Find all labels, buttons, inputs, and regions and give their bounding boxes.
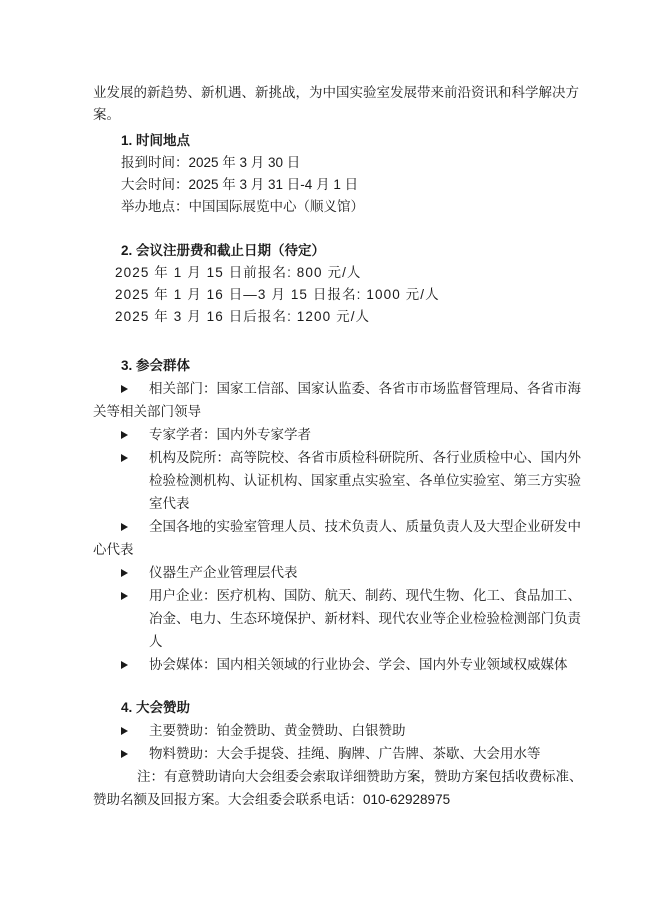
arrow-bullet-icon [121,377,149,400]
section-2-heading: 2. 会议注册费和截止日期（待定） [121,243,326,258]
bullet-item-experts [93,423,583,446]
fee-line-early: 2025 年 1 月 15 日前报名: 800 元/人 [115,265,362,280]
bullet-item-institutions [93,446,583,469]
venue-line: 举办地点：中国国际展览中心（顺义馆） [121,199,364,214]
section-participants [93,354,583,676]
bullet-text: 相关部门：国家工信部、国家认监委、各省市市场监督管理局、各省市海 [149,381,581,396]
section-1-heading: 1. 时间地点 [121,133,191,148]
bullet-item-departments-wrap: 关等相关部门领导 [93,404,201,419]
bullet-item-user-enterprises [93,584,583,607]
bullet-text: 用户企业：医疗机构、国防、航天、制药、现代生物、化工、食品加工、 [149,588,581,603]
bullet-text: 全国各地的实验室管理人员、技术负责人、质量负责人及大型企业研发中 [149,519,581,534]
arrow-bullet-icon [121,719,149,742]
bullet-text: 机构及院所：高等院校、各省市质检科研院所、各行业质检中心、国内外 [149,450,581,465]
bullet-item-user-enterprises-wrap-2: 人 [149,634,163,649]
sponsor-note-line-2: 赞助名额及回报方案。大会组委会联系电话：010-62928975 [93,792,451,807]
bullet-item-main-sponsor [93,719,583,742]
bullet-text: 专家学者：国内外专家学者 [149,427,311,442]
intro-line-1: 业发展的新趋势、新机遇、新挑战，为中国实验室发展带来前沿资讯和科学解决方 [93,85,579,100]
bullet-item-user-enterprises-wrap-1: 冶金、电力、生态环境保护、新材料、现代农业等企业检验检测部门负责 [149,611,581,626]
section-time-place [93,130,583,218]
bullet-item-media [93,653,583,676]
arrow-bullet-icon [121,423,149,446]
intro-line-2: 案。 [93,107,120,122]
bullet-item-instrument-makers [93,561,583,584]
arrow-bullet-icon [121,742,149,765]
bullet-item-departments [93,377,583,400]
bullet-item-material-sponsor [93,742,583,765]
arrow-bullet-icon [121,561,149,584]
section-registration-fee [93,240,583,328]
sponsor-note-line-1: 注：有意赞助请向大会组委会索取详细赞助方案，赞助方案包括收费标准、 [137,769,583,784]
section-sponsorship [93,696,583,811]
arrow-bullet-icon [121,515,149,538]
bullet-item-lab-managers-wrap: 心代表 [93,542,134,557]
fee-line-late: 2025 年 3 月 16 日后报名: 1200 元/人 [115,309,371,324]
section-4-heading: 4. 大会赞助 [121,700,191,715]
section-3-heading: 3. 参会群体 [121,358,191,373]
arrow-bullet-icon [121,653,149,676]
bullet-text: 物料赞助：大会手提袋、挂绳、胸牌、广告牌、茶歇、大会用水等 [149,746,541,761]
conference-time-line: 大会时间：2025 年 3 月 31 日-4 月 1 日 [121,177,359,192]
bullet-text: 协会媒体：国内相关领域的行业协会、学会、国内外专业领域权威媒体 [149,657,568,672]
arrow-bullet-icon [121,584,149,607]
bullet-item-institutions-wrap-1: 检验检测机构、认证机构、国家重点实验室、各单位实验室、第三方实验 [149,473,581,488]
bullet-item-institutions-wrap-2: 室代表 [149,496,190,511]
checkin-time-line: 报到时间：2025 年 3 月 30 日 [121,155,301,170]
fee-line-mid: 2025 年 1 月 16 日—3 月 15 日报名: 1000 元/人 [115,287,440,302]
bullet-item-lab-managers [93,515,583,538]
bullet-text: 仪器生产企业管理层代表 [149,565,298,580]
bullet-text: 主要赞助：铂金赞助、黄金赞助、白银赞助 [149,723,406,738]
arrow-bullet-icon [121,446,149,469]
